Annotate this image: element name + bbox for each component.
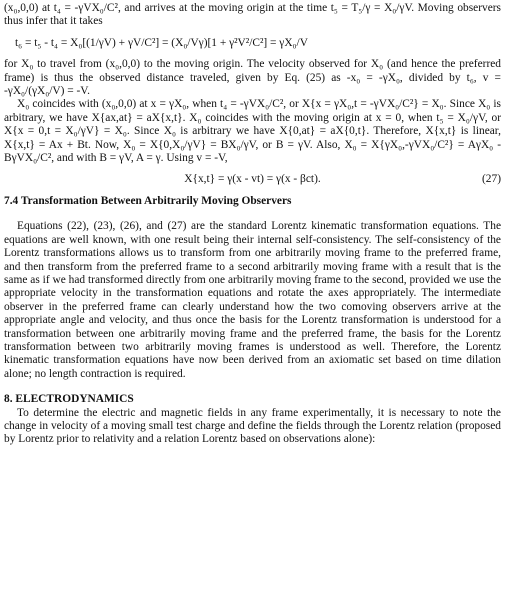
paragraph-arrival-time: (x₀,0,0) at t₄ = -γVX₀/C², and arrives at the moving origin at the time t₅ = T₅/γ = X₀/γV. Moving observers thus infer that it takes	[4, 2, 501, 28]
equation-transit-time: t₆ = t₅ - t₄ = X₀[(1/γV) + γV/C²] = (X₀/Vγ)[1 + γ²V²/C²] = γX₀/V	[15, 36, 308, 49]
section-heading-8: 8. ELECTRODYNAMICS	[4, 393, 134, 406]
equation-27-row	[4, 173, 501, 186]
paragraph-arbitrary-observers: Equations (22), (23), (26), and (27) are the standard Lorentz kinematic transformation equations. The equations are well known, with one result being their internal self-consistency. The self-consistency of the Lorentz transformations allows us to transform from one arbitrarily moving frame to the preferred frame, and then transform from the preferred frame to a second arbitrarily moving frame with a result that is the same as if we had transformed directly from one arbitrarily moving frame to the second, provided we use the appropriate velocity in the transformation equations and rotate the axes appropriately. The intermediate observer in the preferred frame can clearly understand how the two comoving observers arrive at the appropriate angle and velocity, and thus once the basis for the Lorentz transformation is understood for a transformation between one arbitrarily moving frame and the preferred frame, the basis for the Lorentz transformation between two arbitrarily moving frames is understood as well. Therefore, the Lorentz kinematic transformation equations have now been derived from an axiomatic set based on time dilation alone; no length contraction is required.	[4, 220, 501, 380]
paragraph-linearity-derivation: X₀ coincides with (x₀,0,0) at x = γX₀, when t₄ = -γVX₀/C², or X{x = γX₀,t = -γVX₀/C²} = X₀. Since X₀ is arbitrary, we have X{ax,at} = aX{x,t}. X₀ coincides with the moving origin at x = 0, when t₅ = X₀/γV, or X{x = 0,t = X₀/γV} = X₀. Since X₀ is arbitrary we have X{0,at} = aX{0,t}. Therefore, X{x,t} is linear, X{x,t} = Ax + Bt. Now, X₀ = X{0,X₀/γV} = BX₀/γV, or B = γV. Also, X₀ = X{γX₀,-γVX₀/C²} = AγX₀ - BγVX₀/C², and with B = γV, A = γ. Using v = -V,	[4, 98, 501, 165]
paragraph-observed-velocity: for X₀ to travel from (x₀,0,0) to the moving origin. The velocity observed for X₀ (and hence the preferred frame) is thus the observed distance traveled, given by Eq. (25) as -x₀ = -γX₀, divided by t₆, v = -γX₀/(γX₀/V) = -V.	[4, 58, 501, 98]
paragraph-electrodynamics: To determine the electric and magnetic fields in any frame experimentally, it is necessary to note the change in velocity of a moving small test charge and define the fields through the Lorentz relation (proposed by Lorentz prior to relativity and a relation Lorentz based on observations alone):	[4, 406, 501, 446]
equation-number-27: (27)	[482, 173, 501, 186]
equation-27: X{x,t} = γ(x - vt) = γ(x - βct).	[184, 173, 321, 186]
section-heading-7-4: 7.4 Transformation Between Arbitrarily Moving Observers	[4, 194, 292, 207]
